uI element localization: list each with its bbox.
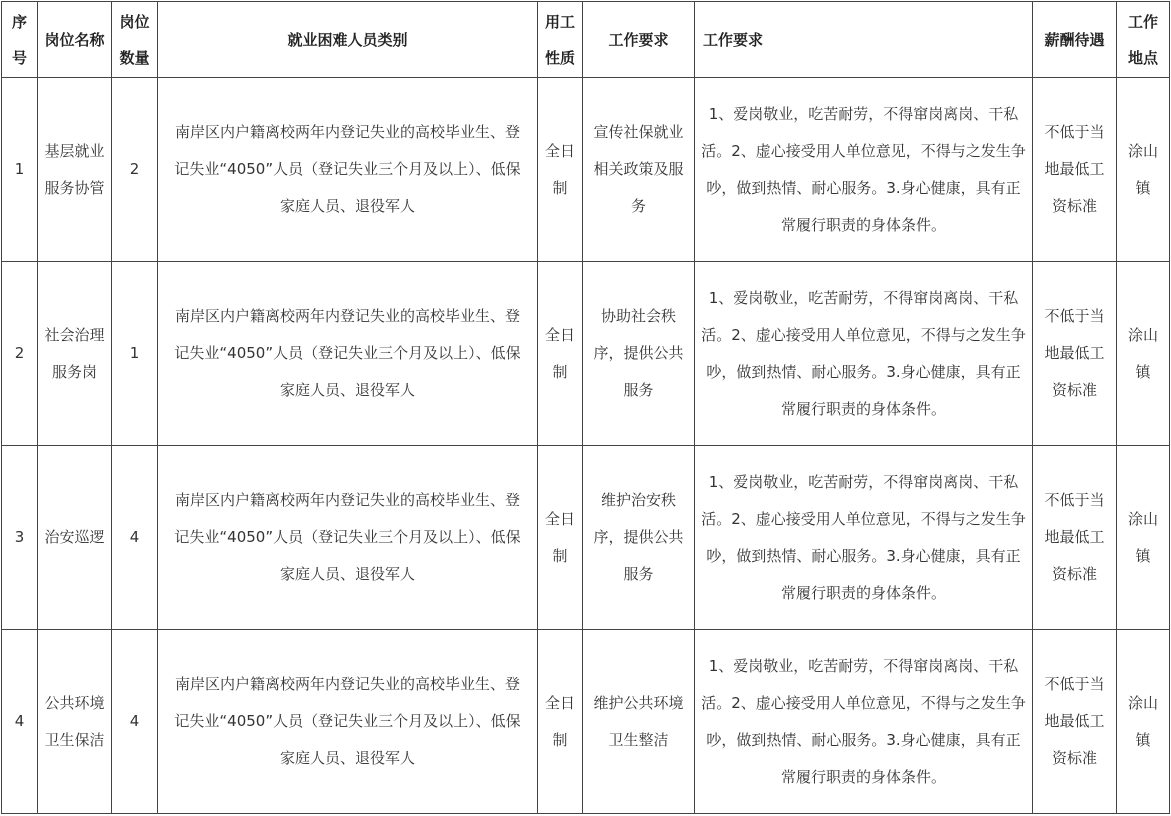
cell-nature: 全日制 (538, 446, 583, 630)
table-header-row (2, 2, 1170, 78)
cell-requirements: 1、爱岗敬业，吃苦耐劳，不得窜岗离岗、干私活。2、虚心接受用人单位意见，不得与之发生争吵，做到热情、耐心服务。3.身心健康，具有正常履行职责的身体条件。 (695, 78, 1033, 262)
cell-seq: 4 (2, 630, 38, 814)
cell-duty: 宣传社保就业相关政策及服务 (583, 78, 695, 262)
cell-seq: 2 (2, 262, 38, 446)
header-work-req-2: 工作要求 (695, 2, 1033, 78)
cell-requirements: 1、爱岗敬业，吃苦耐劳，不得窜岗离岗、干私活。2、虚心接受用人单位意见，不得与之发生争吵，做到热情、耐心服务。3.身心健康，具有正常履行职责的身体条件。 (695, 446, 1033, 630)
cell-seq: 3 (2, 446, 38, 630)
header-salary: 薪酬待遇 (1033, 2, 1117, 78)
cell-category: 南岸区内户籍离校两年内登记失业的高校毕业生、登记失业“4050”人员（登记失业三个月及以上）、低保家庭人员、退役军人 (158, 78, 538, 262)
cell-duty: 维护公共环境卫生整洁 (583, 630, 695, 814)
cell-category: 南岸区内户籍离校两年内登记失业的高校毕业生、登记失业“4050”人员（登记失业三个月及以上）、低保家庭人员、退役军人 (158, 630, 538, 814)
header-location: 工作地点 (1117, 2, 1170, 78)
cell-count: 4 (112, 630, 158, 814)
header-seq: 序号 (2, 2, 38, 78)
cell-count: 4 (112, 446, 158, 630)
cell-position: 基层就业服务协管 (38, 78, 112, 262)
cell-salary: 不低于当地最低工资标准 (1033, 78, 1117, 262)
cell-requirements: 1、爱岗敬业，吃苦耐劳，不得窜岗离岗、干私活。2、虚心接受用人单位意见，不得与之发生争吵，做到热情、耐心服务。3.身心健康，具有正常履行职责的身体条件。 (695, 262, 1033, 446)
table-row (2, 262, 1170, 446)
cell-count: 1 (112, 262, 158, 446)
cell-requirements: 1、爱岗敬业，吃苦耐劳，不得窜岗离岗、干私活。2、虚心接受用人单位意见，不得与之发生争吵，做到热情、耐心服务。3.身心健康，具有正常履行职责的身体条件。 (695, 630, 1033, 814)
cell-location: 涂山镇 (1117, 446, 1170, 630)
header-nature: 用工性质 (538, 2, 583, 78)
cell-nature: 全日制 (538, 78, 583, 262)
cell-count: 2 (112, 78, 158, 262)
cell-duty: 维护治安秩序，提供公共服务 (583, 446, 695, 630)
cell-position: 治安巡逻 (38, 446, 112, 630)
cell-category: 南岸区内户籍离校两年内登记失业的高校毕业生、登记失业“4050”人员（登记失业三个月及以上）、低保家庭人员、退役军人 (158, 446, 538, 630)
job-positions-table (1, 1, 1170, 814)
cell-salary: 不低于当地最低工资标准 (1033, 262, 1117, 446)
cell-salary: 不低于当地最低工资标准 (1033, 446, 1117, 630)
cell-location: 涂山镇 (1117, 78, 1170, 262)
cell-location: 涂山镇 (1117, 630, 1170, 814)
cell-position: 公共环境卫生保洁 (38, 630, 112, 814)
header-work-req-1: 工作要求 (583, 2, 695, 78)
table-row (2, 446, 1170, 630)
header-position: 岗位名称 (38, 2, 112, 78)
cell-position: 社会治理服务岗 (38, 262, 112, 446)
table-row (2, 630, 1170, 814)
table-row (2, 78, 1170, 262)
cell-nature: 全日制 (538, 630, 583, 814)
cell-location: 涂山镇 (1117, 262, 1170, 446)
cell-duty: 协助社会秩序，提供公共服务 (583, 262, 695, 446)
header-category: 就业困难人员类别 (158, 2, 538, 78)
header-count: 岗位数量 (112, 2, 158, 78)
cell-nature: 全日制 (538, 262, 583, 446)
cell-seq: 1 (2, 78, 38, 262)
cell-salary: 不低于当地最低工资标准 (1033, 630, 1117, 814)
cell-category: 南岸区内户籍离校两年内登记失业的高校毕业生、登记失业“4050”人员（登记失业三个月及以上）、低保家庭人员、退役军人 (158, 262, 538, 446)
